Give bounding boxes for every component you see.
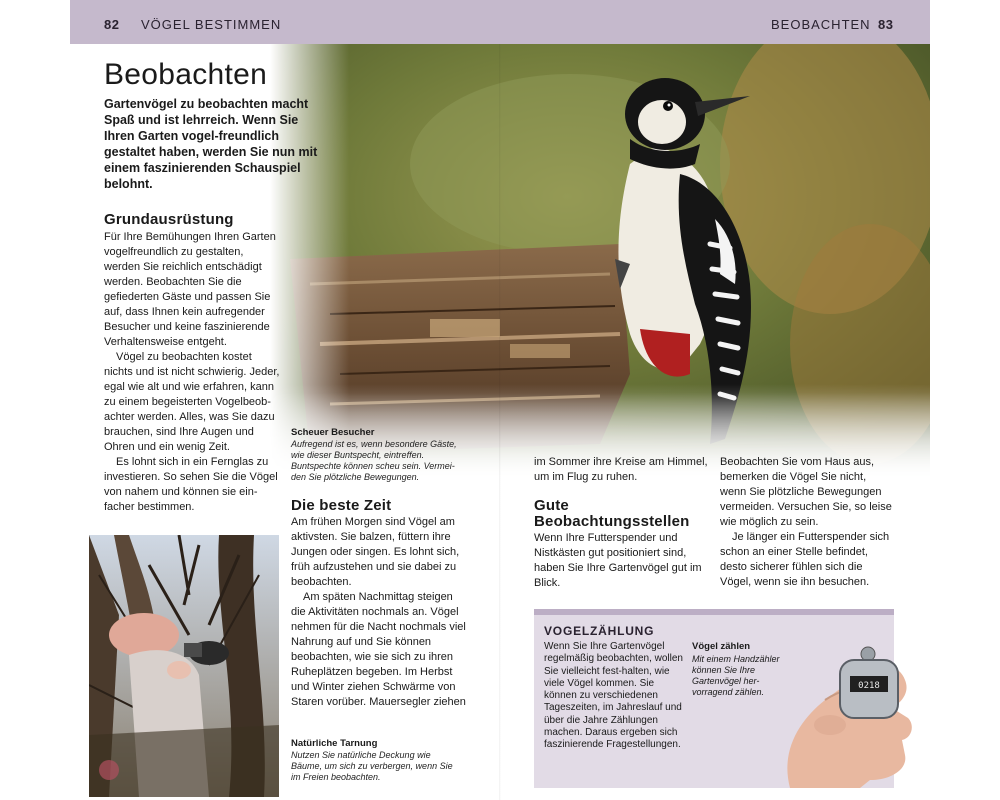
heading-gute-line1: Gute — [534, 497, 569, 514]
woodpecker-photo — [270, 44, 930, 480]
woodpecker-illustration — [270, 44, 930, 480]
page-title: Beobachten — [104, 58, 268, 91]
gute-stellen-text: Wenn Ihre Futterspender und Nistkästen gut positioniert sind, haben Sie Ihre Gartenvögel gut im Blick. — [534, 532, 702, 589]
hand-counter-illustration — [770, 630, 915, 788]
section-title-right: BEOBACHTEN — [771, 17, 871, 32]
caption-text-camouflage: Nutzen Sie natürliche Deckung wie Bäume, um sich zu verbergen, wenn Sie im Freien beobachten. — [291, 750, 453, 782]
paragraph: Am späten Nachmittag steigen die Aktivitäten nochmals an. Vögel nehmen für die Nacht nochmals viel Nahrung auf und Sie können beobachten, wie sie sich zu ihren Ruheplätzen begeben. Im Herbst und Winter ziehen Schwärme von Staren vorüber. Mauersegler ziehen — [291, 591, 466, 708]
caption-text-counter: Mit einem Handzähler können Sie Ihre Gartenvögel her-vorragend zählen. — [692, 654, 780, 697]
paragraph: Für Ihre Bemühungen Ihren Garten vogelfreundlich zu gestalten, werden Sie reichlich entschädigt werden. Beobachten Sie die gefiederten Gäste und passen Sie auf, dass Ihnen kein aufregender Besucher und keine faszinierende Verhaltensweise entgeht. — [104, 231, 276, 348]
header-bar-left — [70, 0, 500, 44]
paragraph: Beobachten Sie vom Haus aus, bemerken die Vögel Sie nicht, wenn Sie plötzliche Bewegungen vermeiden. Versuchen Sie, so leise wie möglich zu sein. — [720, 456, 892, 528]
vogelzaehlung-heading: VOGELZÄHLUNG — [544, 624, 655, 638]
observer-photo — [89, 535, 279, 797]
caption-text-woodpecker: Aufregend ist es, wenn besondere Gäste, wie dieser Buntspecht, eintreffen. Buntspechte können scheu sein. Vermei-den Sie plötzliche Bewegungen. — [291, 439, 457, 482]
counter-display: 0218 — [858, 681, 880, 691]
paragraph: Am frühen Morgen sind Vögel am aktivsten. Sie balzen, füttern ihre Jungen oder singen. Es lohnt sich, früh aufzustehen und sie dabei zu beobachten. — [291, 516, 460, 588]
lead-paragraph: Gartenvögel zu beobachten macht Spaß und ist lehrreich. Wenn Sie Ihren Garten vogel-freundlich gestaltet haben, werden Sie nun mit einem faszinierenden Schauspiel belohnt. — [104, 97, 318, 191]
vogelzaehlung-text: Wenn Sie Ihre Gartenvögel regelmäßig beobachten, wollen Sie vielleicht fest-halten, wie viele Vögel kommen. Sie können zu verschiedenen Tageszeiten, im Jahreslauf und über die Jahre Zählungen machen. Daraus ergeben sich faszinierende Fragestellungen. — [544, 641, 683, 751]
heading-grundausruestung: Grundausrüstung — [104, 211, 234, 228]
page-gutter — [499, 44, 501, 800]
paragraph: Es lohnt sich in ein Fernglas zu investieren. So sehen Sie die Vögel von nahem und können sie ein-facher bestimmen. — [104, 456, 278, 513]
right-column-text — [720, 455, 895, 590]
beste-zeit-text — [291, 515, 469, 710]
observer-illustration — [89, 535, 279, 797]
page-number-right: 83 — [878, 17, 894, 32]
paragraph: Je länger ein Futterspender sich schon an einer Stelle befindet, desto sicherer fühlen sich die Vögel, wenn sie ihn besuchen. — [720, 531, 890, 588]
section-title-left: VÖGEL BESTIMMEN — [141, 17, 282, 32]
caption-title-woodpecker: Scheuer Besucher — [291, 427, 375, 438]
caption-title-counter: Vögel zählen — [692, 641, 751, 652]
heading-beste-zeit: Die beste Zeit — [291, 497, 392, 514]
paragraph: Vögel zu beobachten kostet nichts und ist nicht schwierig. Jeder, egal wie alt und wie erfahren, kann zu einem begeisterten Vogelbeob-achter werden. Alles, was Sie dazu brauchen, sind Ihre Augen und Ohren und ein wenig Zeit. — [104, 351, 280, 453]
beste-zeit-continuation: im Sommer ihre Kreise am Himmel, um im Flug zu ruhen. — [534, 456, 708, 483]
heading-gute-line2: Beobachtungsstellen — [534, 513, 690, 530]
page-number-left: 82 — [104, 17, 120, 32]
grundausruestung-text — [104, 230, 282, 515]
caption-title-camouflage: Natürliche Tarnung — [291, 738, 378, 749]
